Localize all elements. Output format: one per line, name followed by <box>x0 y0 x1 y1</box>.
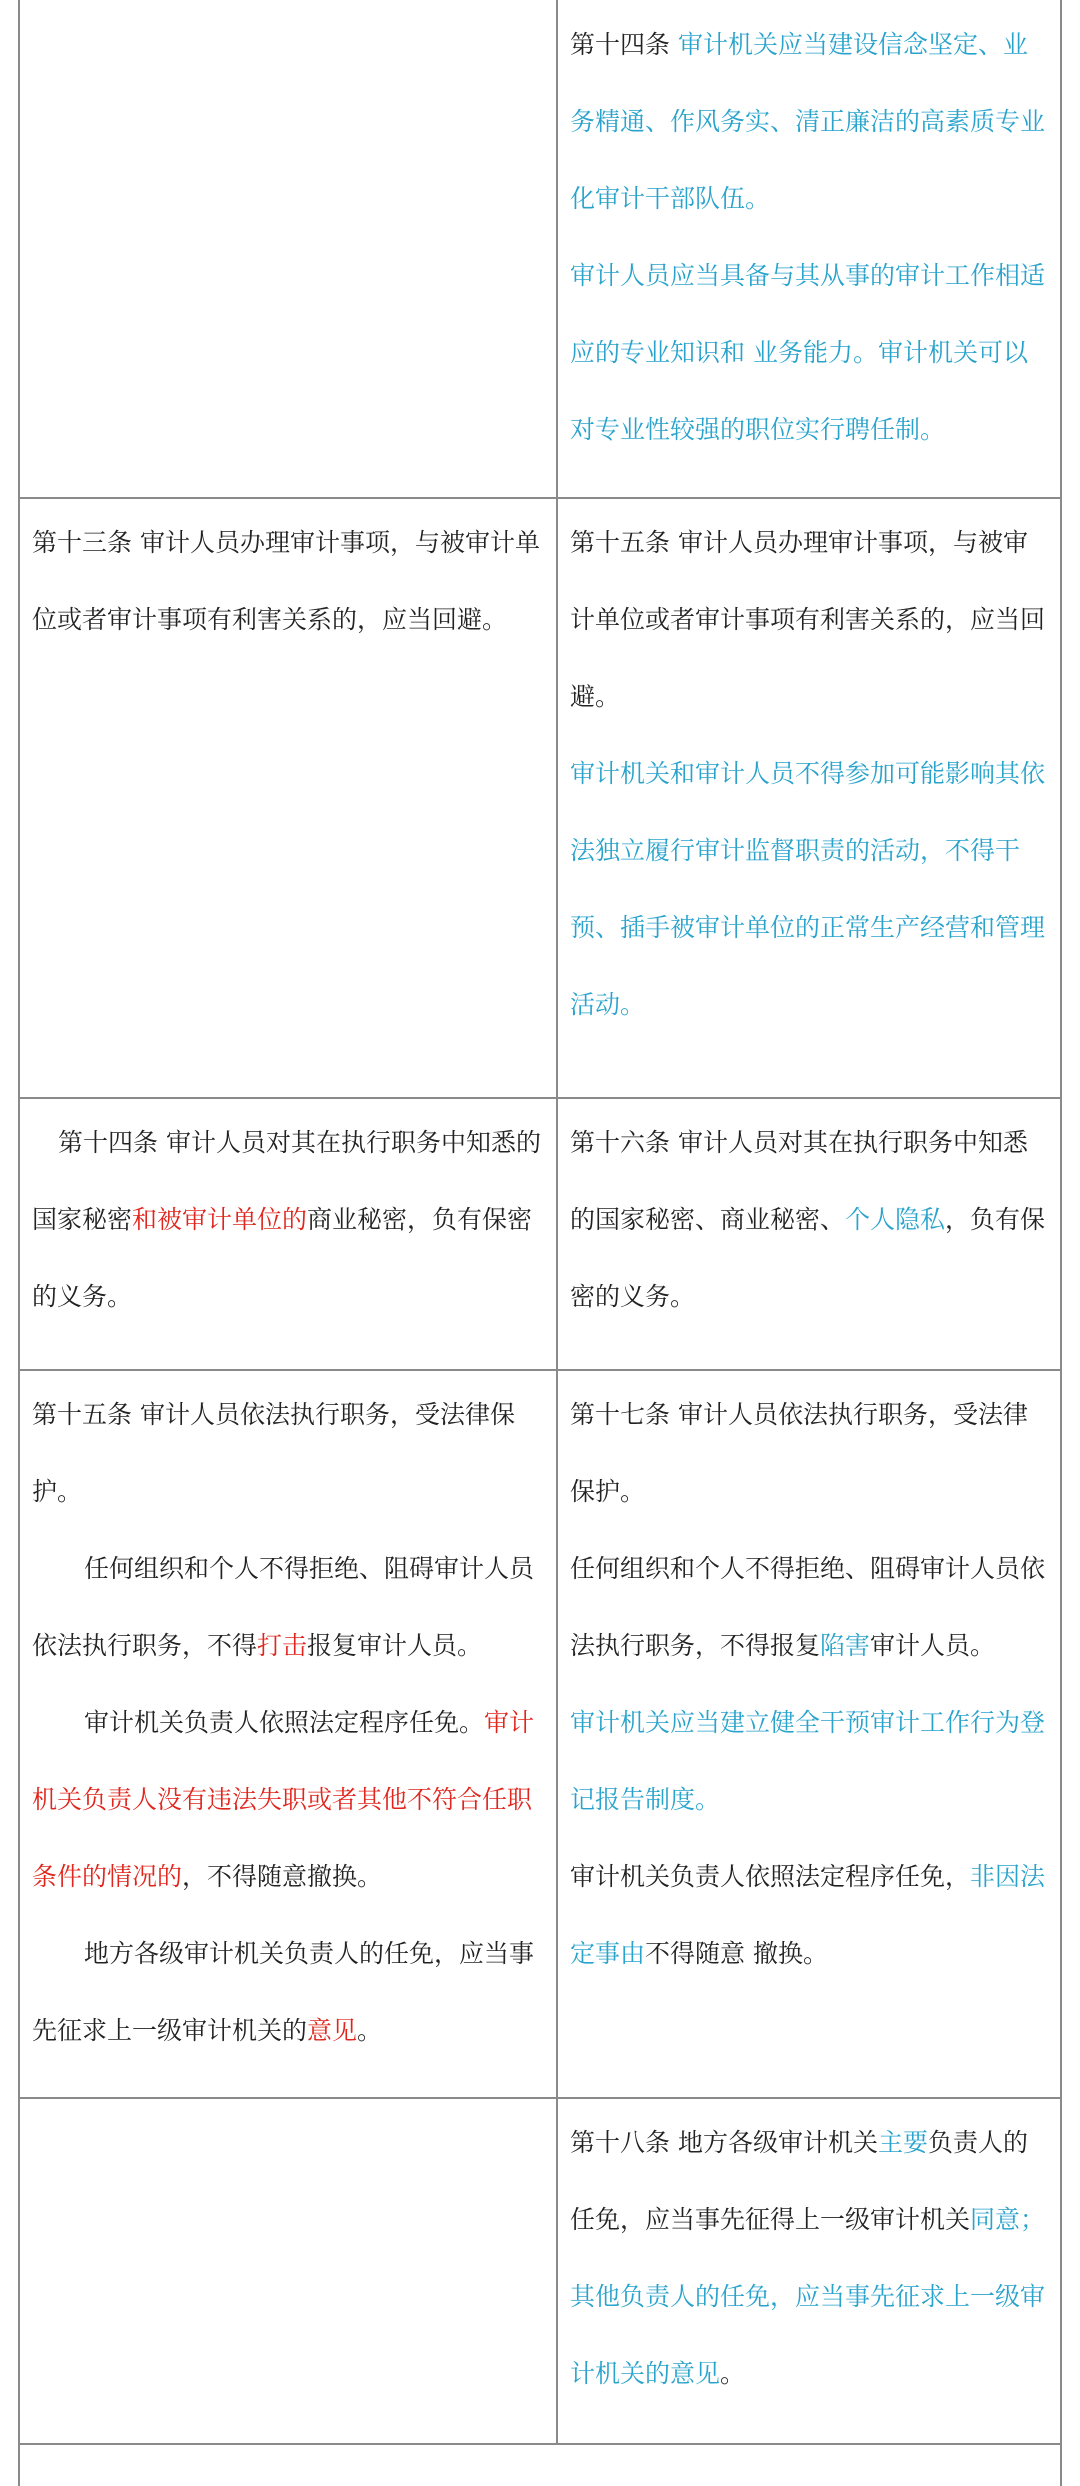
added-text: 审计机关应当建设信念坚定、业务精通、作风务实、清正廉洁的高素质专业化审计干部队伍。 <box>570 30 1046 213</box>
row-divider <box>18 1097 1062 1099</box>
added-text: 审计机关和审计人员不得参加可能影响其依法独立履行审计监督职责的活动，不得干预、插手被审计单位的正常生产经营和管理活动。 <box>570 759 1046 1019</box>
comparison-table <box>18 0 1062 2486</box>
added-text: 陷害 <box>820 1631 871 1660</box>
text-segment: 。 <box>357 2016 383 2045</box>
row5-new-text <box>570 2104 1050 2412</box>
row3-new-text <box>570 1104 1050 1335</box>
article-paragraph <box>570 2104 1050 2412</box>
text-segment: 第十四条 <box>570 30 678 59</box>
text-segment: 任何组织和个人不得拒绝、阻碍审计人员依法执行职务，不得 <box>32 1554 535 1660</box>
text-segment: 报复审计人员。 <box>307 1631 483 1660</box>
removed-text: 和被审计单位的 <box>132 1205 308 1234</box>
article-paragraph <box>570 735 1050 1043</box>
row-divider <box>18 497 1062 499</box>
text-segment: ，不得随意撤换。 <box>182 1862 383 1891</box>
row-divider <box>18 1369 1062 1371</box>
table-border-left <box>18 0 20 2486</box>
article-paragraph <box>570 1530 1050 1684</box>
removed-text: 打击 <box>257 1631 308 1660</box>
text-segment: 第十四条 审计人员对其在执行职务中知悉的国家秘密 <box>32 1128 541 1234</box>
row2-old-text <box>32 504 554 658</box>
text-segment: ，负有保密的义务。 <box>570 1205 1046 1311</box>
text-segment: 商业秘密，负有保密的义务。 <box>32 1205 533 1311</box>
text-segment: 第十三条 审计人员办理审计事项，与被审计单位或者审计事项有利害关系的，应当回避。 <box>32 528 540 634</box>
removed-text: 审计机关负责人没有违法失职或者其他不符合任职条件的情况的 <box>32 1708 535 1891</box>
article-paragraph <box>32 1684 554 1915</box>
article-paragraph <box>570 1684 1050 1838</box>
article-paragraph <box>32 1915 554 2069</box>
added-text: 审计机关应当建立健全干预审计工作行为登记报告制度。 <box>570 1708 1046 1814</box>
text-segment: 第十八条 地方各级审计机关 <box>570 2128 878 2157</box>
row4-new-text <box>570 1376 1050 1992</box>
row-divider <box>18 2443 1062 2445</box>
table-column-divider <box>556 0 558 2445</box>
added-text: 同意；其他负责人的任免，应当事先征求上一级审计机关的意见 <box>570 2205 1046 2388</box>
article-paragraph <box>570 1376 1050 1530</box>
text-segment: 审计人员。 <box>870 1631 996 1660</box>
table-border-right <box>1060 0 1062 2486</box>
article-paragraph <box>570 504 1050 735</box>
removed-text: 意见 <box>307 2016 358 2045</box>
text-segment: 审计机关负责人依照法定程序任免。 <box>84 1708 485 1737</box>
text-segment: 任何组织和个人不得拒绝、阻碍审计人员依法执行职务，不得报复 <box>570 1554 1046 1660</box>
text-segment: 第十六条 审计人员对其在执行职务中知悉的国家秘密、商业秘密、 <box>570 1128 1028 1234</box>
row1-new-text <box>570 6 1050 468</box>
article-paragraph <box>570 1838 1050 1992</box>
row2-new-text <box>570 504 1050 1043</box>
text-segment: 负责人的任免，应当事先征得上一级审计机关 <box>570 2128 1028 2234</box>
article-paragraph <box>570 237 1050 468</box>
text-segment: 第十七条 审计人员依法执行职务，受法律保护。 <box>570 1400 1028 1506</box>
row1-old-text <box>32 0 554 495</box>
row3-old-text <box>32 1104 554 1335</box>
article-paragraph <box>570 6 1050 237</box>
article-paragraph <box>32 1530 554 1684</box>
text-segment: 不得随意 撤换。 <box>645 1939 828 1968</box>
article-paragraph <box>32 1104 554 1335</box>
added-text: 非因法定事由 <box>570 1862 1046 1968</box>
text-segment: 第十五条 审计人员依法执行职务，受法律保护。 <box>32 1400 515 1506</box>
text-segment: 。 <box>720 2359 746 2388</box>
text-segment: 第十五条 审计人员办理审计事项，与被审计单位或者审计事项有利害关系的，应当回避。 <box>570 528 1046 711</box>
text-segment: 地方各级审计机关负责人的任免，应当事先征求上一级审计机关的 <box>32 1939 535 2045</box>
added-text: 审计人员应当具备与其从事的审计工作相适应的专业知识和 业务能力。审计机关可以对专业性较强的职位实行聘任制。 <box>570 261 1046 444</box>
row4-old-text <box>32 1376 554 2069</box>
article-paragraph <box>32 1376 554 1530</box>
added-text: 主要 <box>877 2128 928 2157</box>
text-segment: 审计机关负责人依照法定程序任免， <box>570 1862 971 1891</box>
row-divider <box>18 2097 1062 2099</box>
added-text: 个人隐私 <box>845 1205 946 1234</box>
article-paragraph <box>570 1104 1050 1335</box>
article-paragraph <box>32 504 554 658</box>
